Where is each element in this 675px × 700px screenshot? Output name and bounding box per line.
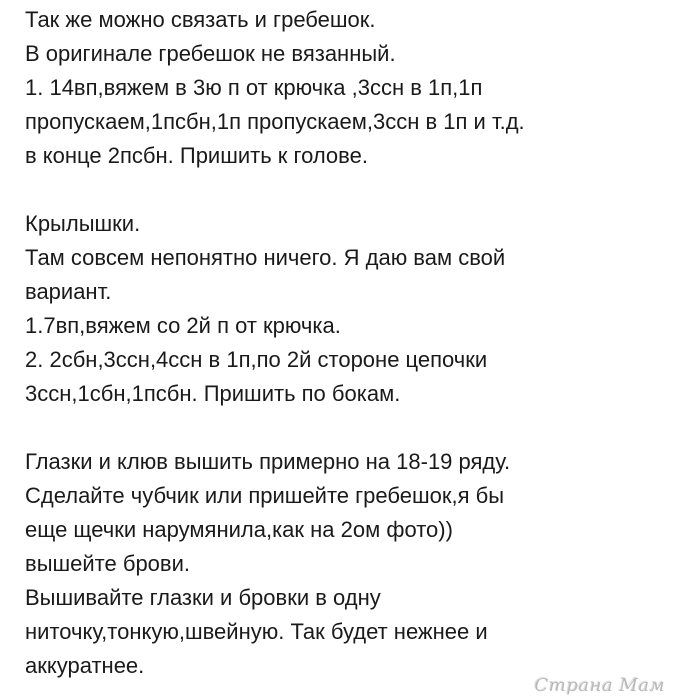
text-line: Вышивайте глазки и бровки в одну xyxy=(25,585,381,610)
text-line: 2. 2сбн,3ссн,4ссн в 1п,по 2й стороне цепочки xyxy=(25,347,488,372)
text-line: аккуратнее. xyxy=(25,653,145,678)
site-watermark: Страна Мам xyxy=(534,675,665,696)
document-body xyxy=(25,3,670,683)
text-line: 3ссн,1сбн,1псбн. Пришить по бокам. xyxy=(25,381,401,406)
text-line: вышейте брови. xyxy=(25,551,191,576)
text-line: Так же можно связать и гребешок. xyxy=(25,7,376,32)
text-line: Сделайте чубчик или пришейте гребешок,я бы xyxy=(25,483,505,508)
text-line: Крылышки. xyxy=(25,211,141,236)
paragraph-gap xyxy=(25,173,670,207)
text-line: ниточку,тонкую,швейную. Так будет нежнее и xyxy=(25,619,488,644)
paragraph-eyes xyxy=(25,445,670,683)
text-line: вариант. xyxy=(25,279,112,304)
text-line: 1.7вп,вяжем со 2й п от крючка. xyxy=(25,313,341,338)
text-line: В оригинале гребешок не вязанный. xyxy=(25,41,396,66)
paragraph-comb xyxy=(25,3,670,173)
paragraph-wings xyxy=(25,207,670,411)
text-line: Там совсем непонятно ничего. Я даю вам свой xyxy=(25,245,506,270)
text-line: в конце 2псбн. Пришить к голове. xyxy=(25,143,368,168)
text-line: пропускаем,1псбн,1п пропускаем,3ссн в 1п и т.д. xyxy=(25,109,525,134)
text-line: 1. 14вп,вяжем в 3ю п от крючка ,3ссн в 1п,1п xyxy=(25,75,483,100)
text-line: Глазки и клюв вышить примерно на 18-19 ряду. xyxy=(25,449,511,474)
text-line: еще щечки нарумянила,как на 2ом фото)) xyxy=(25,517,453,542)
paragraph-gap xyxy=(25,411,670,445)
